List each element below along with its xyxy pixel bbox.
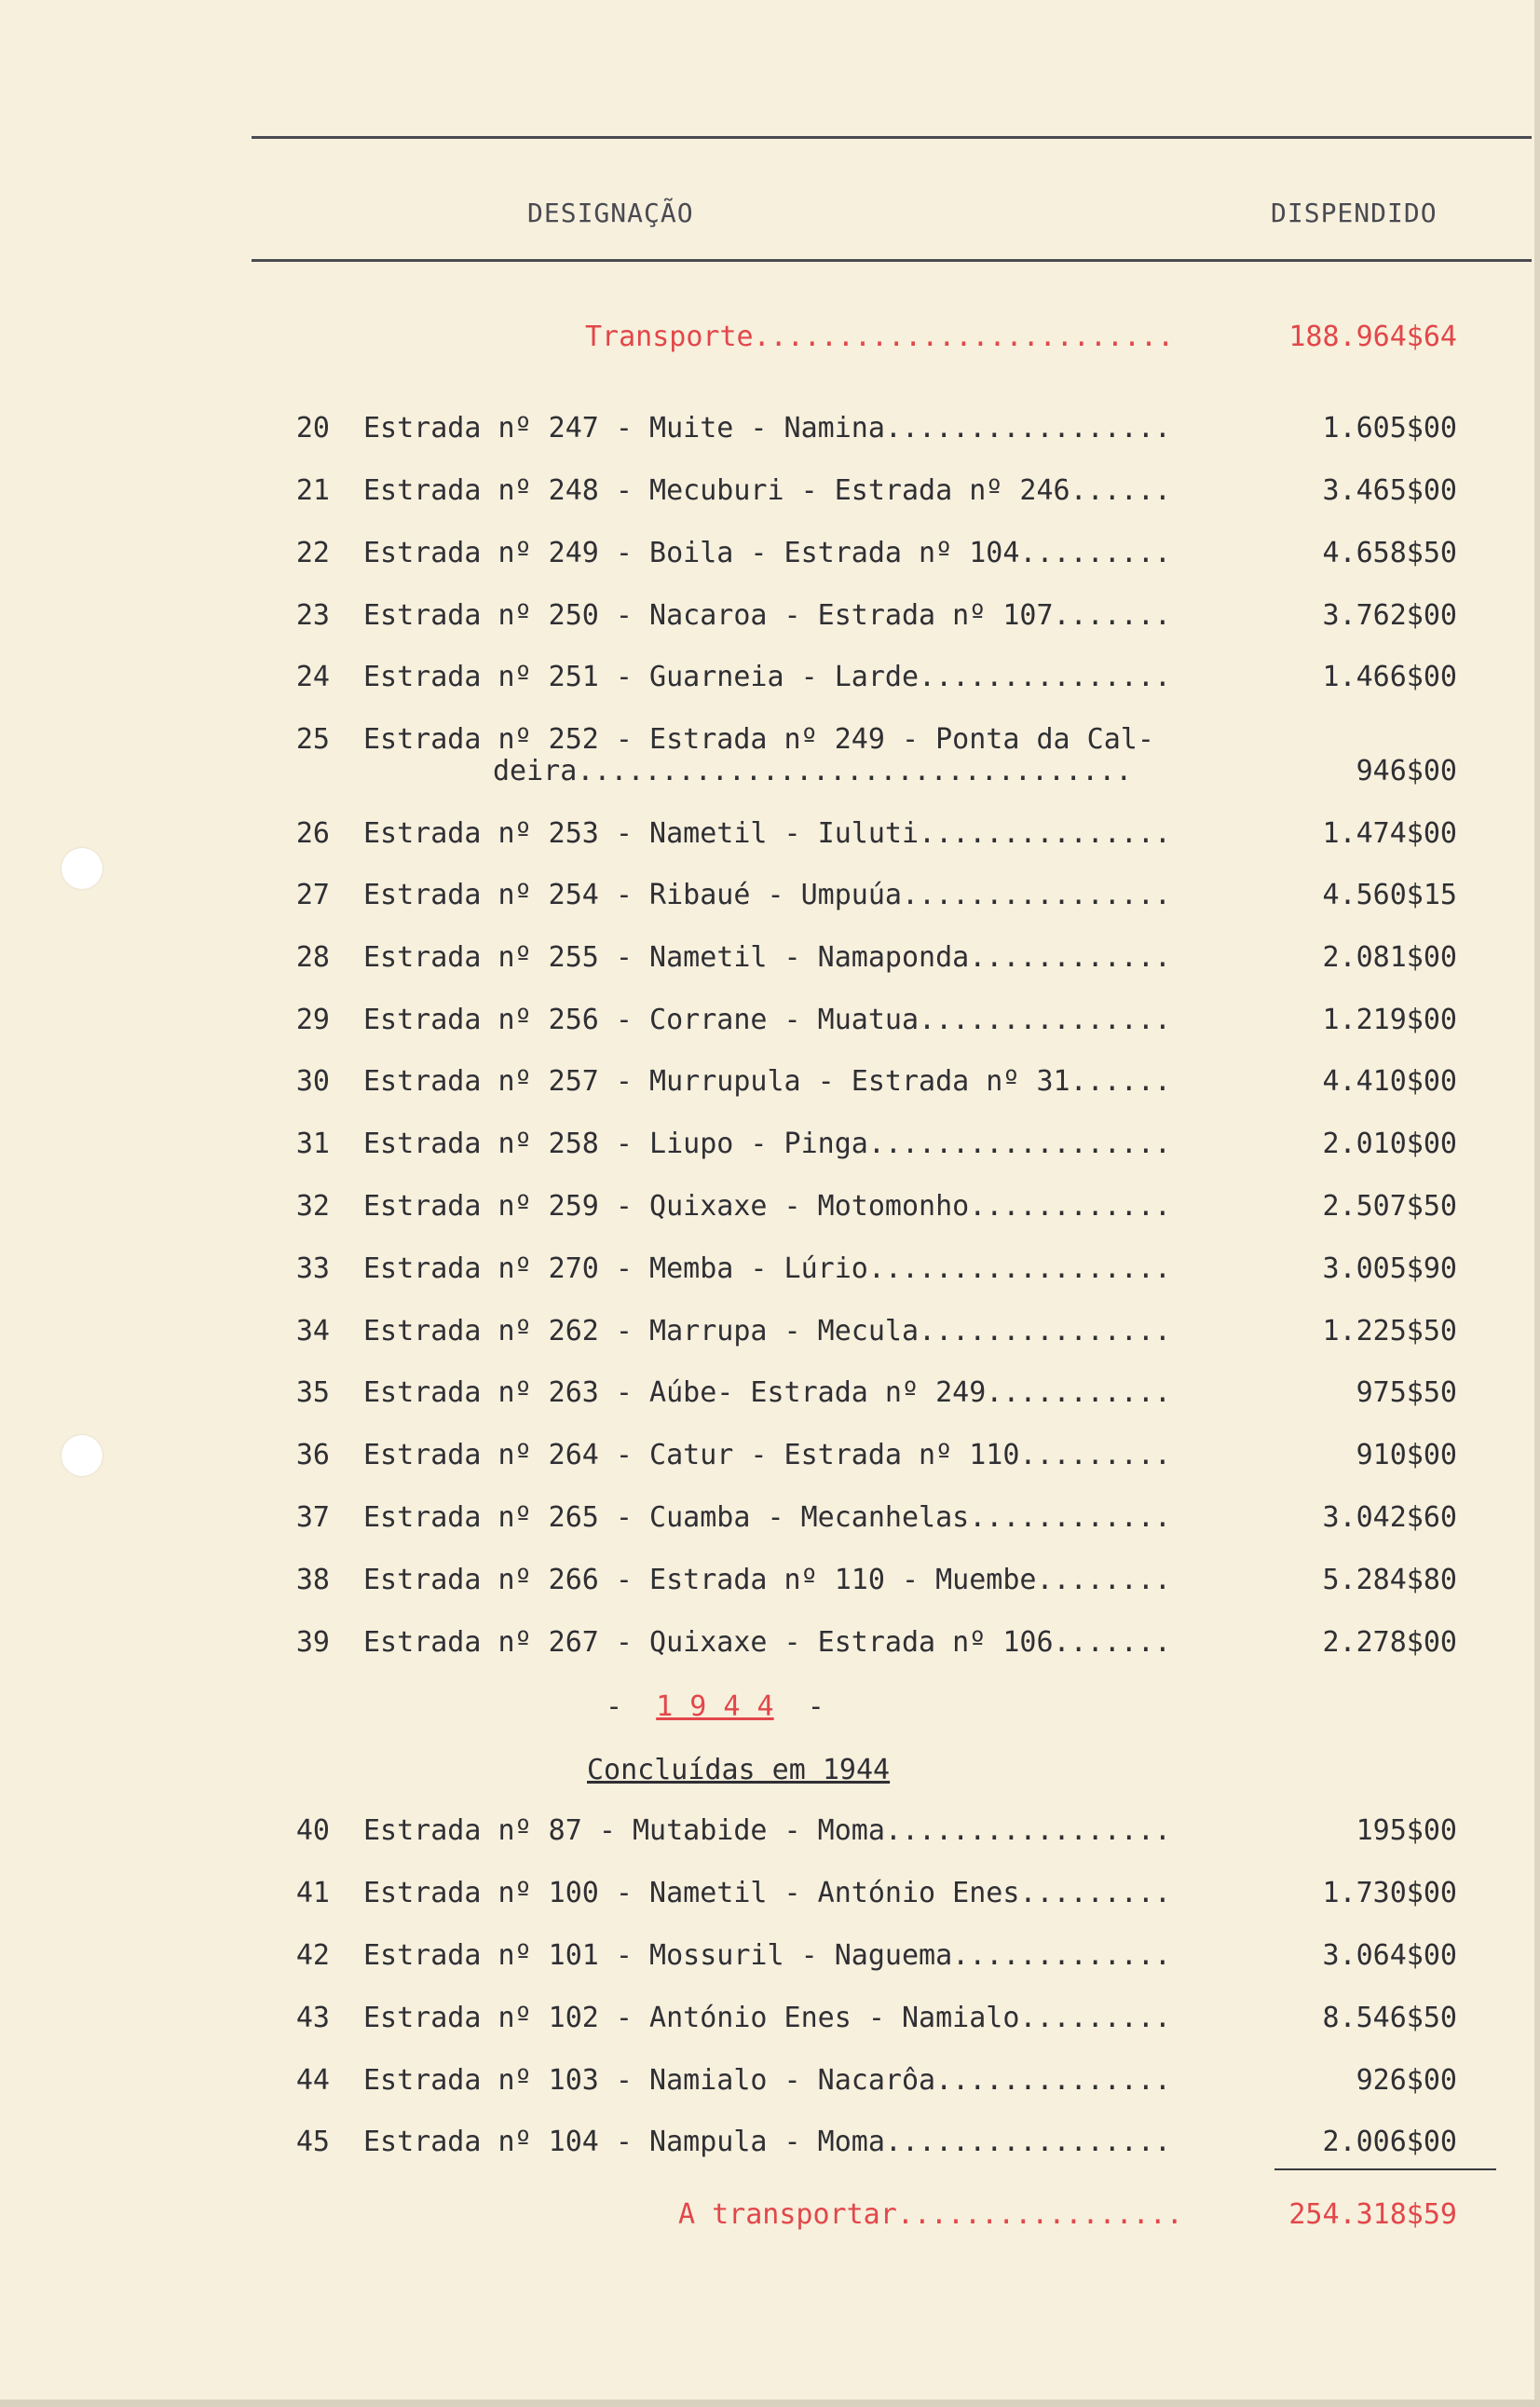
row-amount: 3.762$00 <box>1322 599 1457 632</box>
table-row <box>0 1939 1540 1976</box>
table-row <box>0 2126 1540 2163</box>
dot-leader: ................................. <box>577 755 1133 787</box>
dot-leader: ............. <box>952 1939 1171 1972</box>
carry-out-label: A transportar................. <box>678 2198 1183 2231</box>
row-description-text: Estrada nº 252 - Estrada nº 249 - Ponta da Cal- <box>363 723 1154 756</box>
row-number: 43 <box>295 2002 330 2034</box>
dot-leader: ............ <box>969 941 1171 974</box>
table-row <box>0 1626 1540 1663</box>
row-amount: 2.006$00 <box>1322 2126 1457 2158</box>
row-description-text: Estrada nº 263 - Aúbe- Estrada nº 249 <box>363 1376 987 1409</box>
row-description <box>363 474 1171 507</box>
row-description <box>363 599 1171 632</box>
dot-leader: .................. <box>867 1252 1171 1285</box>
row-description-text: Estrada nº 250 - Nacaroa - Estrada nº 107 <box>363 599 1054 632</box>
table-row <box>0 2064 1540 2101</box>
carry-in-label: Transporte......................... <box>585 321 1175 353</box>
row-description-text: Estrada nº 248 - Mecuburi - Estrada nº 246 <box>363 474 1070 507</box>
row-number: 41 <box>295 1877 330 1909</box>
row-amount: 1.466$00 <box>1322 661 1457 693</box>
table-row <box>0 412 1540 449</box>
table-row <box>0 1814 1540 1852</box>
row-number: 33 <box>295 1252 330 1285</box>
row-number: 29 <box>295 1004 330 1036</box>
row-amount: 2.010$00 <box>1322 1128 1457 1160</box>
dot-leader: ................ <box>901 879 1171 911</box>
row-description-text: Estrada nº 256 - Corrane - Muatua <box>363 1004 920 1036</box>
row-number: 23 <box>295 599 330 632</box>
carry-in-amount: 188.964$64 <box>1288 321 1457 353</box>
row-number: 38 <box>295 1564 330 1596</box>
table-row <box>0 661 1540 698</box>
table-row <box>0 879 1540 916</box>
row-description-text: Estrada nº 251 - Guarneia - Larde <box>363 661 920 693</box>
header-rule-bottom <box>252 259 1532 262</box>
dot-leader: ................. <box>884 412 1171 444</box>
row-description <box>363 1439 1171 1471</box>
row-number: 32 <box>295 1190 330 1223</box>
row-amount: 975$50 <box>1356 1376 1457 1409</box>
column-header-designation: DESIGNAÇÃO <box>527 198 694 228</box>
table-row <box>0 941 1540 978</box>
row-amount: 1.219$00 <box>1322 1004 1457 1036</box>
table-row <box>0 599 1540 636</box>
row-amount: 4.560$15 <box>1322 879 1457 911</box>
row-description-text: Estrada nº 258 - Liupo - Pinga <box>363 1128 868 1160</box>
row-description-text: Estrada nº 87 - Mutabide - Moma <box>363 1814 885 1847</box>
row-amount: 2.278$00 <box>1322 1626 1457 1659</box>
row-description-text: Estrada nº 255 - Nametil - Namaponda <box>363 941 970 974</box>
row-number: 24 <box>295 661 330 693</box>
row-description-text: Estrada nº 262 - Marrupa - Mecula <box>363 1315 920 1347</box>
row-amount: 2.081$00 <box>1322 941 1457 974</box>
row-number: 20 <box>295 412 330 444</box>
row-number: 25 <box>295 723 330 756</box>
dot-leader: ............... <box>919 661 1171 693</box>
row-description <box>363 1939 1171 1972</box>
dot-leader: ....... <box>1053 599 1171 632</box>
row-description-continued-text: deira <box>493 755 578 787</box>
dot-leader: .............. <box>935 2064 1171 2097</box>
row-description-text: Estrada nº 264 - Catur - Estrada nº 110 <box>363 1439 1020 1471</box>
row-number: 26 <box>295 817 330 850</box>
row-amount: 3.042$60 <box>1322 1501 1457 1534</box>
row-description-text: Estrada nº 104 - Nampula - Moma <box>363 2126 885 2158</box>
dot-leader: ......... <box>1019 2002 1171 2034</box>
table-row <box>0 1564 1540 1601</box>
dot-leader: ............... <box>919 1315 1171 1347</box>
row-amount: 946$00 <box>1356 755 1457 787</box>
row-description <box>363 1626 1171 1659</box>
row-description <box>363 1252 1171 1285</box>
row-number: 40 <box>295 1814 330 1847</box>
row-description-text: Estrada nº 254 - Ribaué - Umpuúa <box>363 879 902 911</box>
row-amount: 8.546$50 <box>1322 2002 1457 2034</box>
row-number: 27 <box>295 879 330 911</box>
table-row <box>0 817 1540 855</box>
row-amount: 5.284$80 <box>1322 1564 1457 1596</box>
row-amount: 926$00 <box>1356 2064 1457 2097</box>
row-description <box>363 1065 1171 1098</box>
row-number: 44 <box>295 2064 330 2097</box>
section-title: Concluídas em 1944 <box>587 1754 891 1786</box>
row-description <box>363 1814 1171 1847</box>
row-description <box>363 1376 1171 1409</box>
table-row <box>0 537 1540 574</box>
row-amount: 910$00 <box>1356 1439 1457 1471</box>
row-amount: 3.005$90 <box>1322 1252 1457 1285</box>
header-rule-top <box>252 136 1532 139</box>
row-description-text: Estrada nº 267 - Quixaxe - Estrada nº 106 <box>363 1626 1054 1659</box>
row-description <box>363 1564 1171 1596</box>
dot-leader: ......... <box>1019 537 1171 569</box>
row-amount: 4.658$50 <box>1322 537 1457 569</box>
dot-leader: ...... <box>1070 1065 1171 1098</box>
row-description <box>363 1315 1171 1347</box>
row-description <box>363 661 1171 693</box>
table-row <box>0 1877 1540 1914</box>
table-row <box>0 1252 1540 1290</box>
page-edge-bottom <box>0 2400 1540 2407</box>
row-description <box>363 1004 1171 1036</box>
row-number: 35 <box>295 1376 330 1409</box>
table-row <box>0 1004 1540 1041</box>
row-amount: 3.465$00 <box>1322 474 1457 507</box>
table-row <box>0 723 1540 787</box>
row-number: 45 <box>295 2126 330 2158</box>
row-amount: 4.410$00 <box>1322 1065 1457 1098</box>
row-number: 39 <box>295 1626 330 1659</box>
row-description <box>363 2064 1171 2097</box>
row-description-text: Estrada nº 253 - Nametil - Iuluti <box>363 817 920 850</box>
table-row <box>0 1501 1540 1539</box>
row-amount: 195$00 <box>1356 1814 1457 1847</box>
row-description <box>363 1190 1171 1223</box>
row-amount: 3.064$00 <box>1322 1939 1457 1972</box>
row-number: 30 <box>295 1065 330 1098</box>
dot-leader: ....... <box>1053 1626 1171 1659</box>
table-row <box>0 1128 1540 1165</box>
row-description <box>363 537 1171 569</box>
row-description <box>363 2002 1171 2034</box>
row-description <box>363 723 1154 756</box>
row-description <box>363 1501 1171 1534</box>
row-number: 22 <box>295 537 330 569</box>
dot-leader: ......... <box>1019 1439 1171 1471</box>
dot-leader: ................. <box>884 2126 1171 2158</box>
table-row <box>0 2002 1540 2039</box>
dot-leader: ........ <box>1036 1564 1171 1596</box>
dot-leader: ................. <box>884 1814 1171 1847</box>
dot-leader: ............... <box>919 817 1171 850</box>
row-description <box>363 2126 1171 2158</box>
carry-out-amount: 254.318$59 <box>1288 2198 1457 2231</box>
row-description-text: Estrada nº 257 - Murrupula - Estrada nº 31 <box>363 1065 1070 1098</box>
row-description-text: Estrada nº 266 - Estrada nº 110 - Muembe <box>363 1564 1037 1596</box>
table-row <box>0 1376 1540 1414</box>
row-description-text: Estrada nº 265 - Cuamba - Mecanhelas <box>363 1501 970 1534</box>
row-description-continued <box>493 755 1132 787</box>
row-description-text: Estrada nº 100 - Nametil - António Enes <box>363 1877 1020 1909</box>
row-description-text: Estrada nº 259 - Quixaxe - Motomonho <box>363 1190 970 1223</box>
row-amount: 2.507$50 <box>1322 1190 1457 1223</box>
row-number: 37 <box>295 1501 330 1534</box>
table-row <box>0 1190 1540 1227</box>
row-amount: 1.605$00 <box>1322 412 1457 444</box>
row-description-text: Estrada nº 247 - Muite - Namina <box>363 412 885 444</box>
year-marker: - 1 9 4 4 - <box>606 1690 825 1723</box>
dot-leader: ............ <box>969 1190 1171 1223</box>
row-description <box>363 1877 1171 1909</box>
row-number: 36 <box>295 1439 330 1471</box>
column-header-spent: DISPENDIDO <box>1271 198 1438 228</box>
dot-leader: .................. <box>867 1128 1171 1160</box>
dot-leader: ............ <box>969 1501 1171 1534</box>
row-number: 42 <box>295 1939 330 1972</box>
row-description-text: Estrada nº 101 - Mossuril - Naguema <box>363 1939 953 1972</box>
row-description-text: Estrada nº 102 - António Enes - Namialo <box>363 2002 1020 2034</box>
row-description-text: Estrada nº 270 - Memba - Lúrio <box>363 1252 868 1285</box>
row-description <box>363 879 1171 911</box>
row-description <box>363 941 1171 974</box>
row-amount: 1.730$00 <box>1322 1877 1457 1909</box>
row-amount: 1.225$50 <box>1322 1315 1457 1347</box>
dot-leader: ......... <box>1019 1877 1171 1909</box>
row-number: 28 <box>295 941 330 974</box>
row-number: 21 <box>295 474 330 507</box>
row-description-text: Estrada nº 249 - Boila - Estrada nº 104 <box>363 537 1020 569</box>
table-row <box>0 1065 1540 1102</box>
table-row <box>0 1439 1540 1476</box>
table-row <box>0 474 1540 512</box>
row-number: 34 <box>295 1315 330 1347</box>
row-amount: 1.474$00 <box>1322 817 1457 850</box>
row-description <box>363 817 1171 850</box>
dot-leader: ...... <box>1070 474 1171 507</box>
row-description <box>363 1128 1171 1160</box>
table-row <box>0 1315 1540 1352</box>
row-description-text: Estrada nº 103 - Namialo - Nacarôa <box>363 2064 936 2097</box>
row-description <box>363 412 1171 444</box>
dot-leader: ........... <box>986 1376 1171 1409</box>
sum-rule <box>1274 2168 1496 2170</box>
dot-leader: ............... <box>919 1004 1171 1036</box>
row-number: 31 <box>295 1128 330 1160</box>
